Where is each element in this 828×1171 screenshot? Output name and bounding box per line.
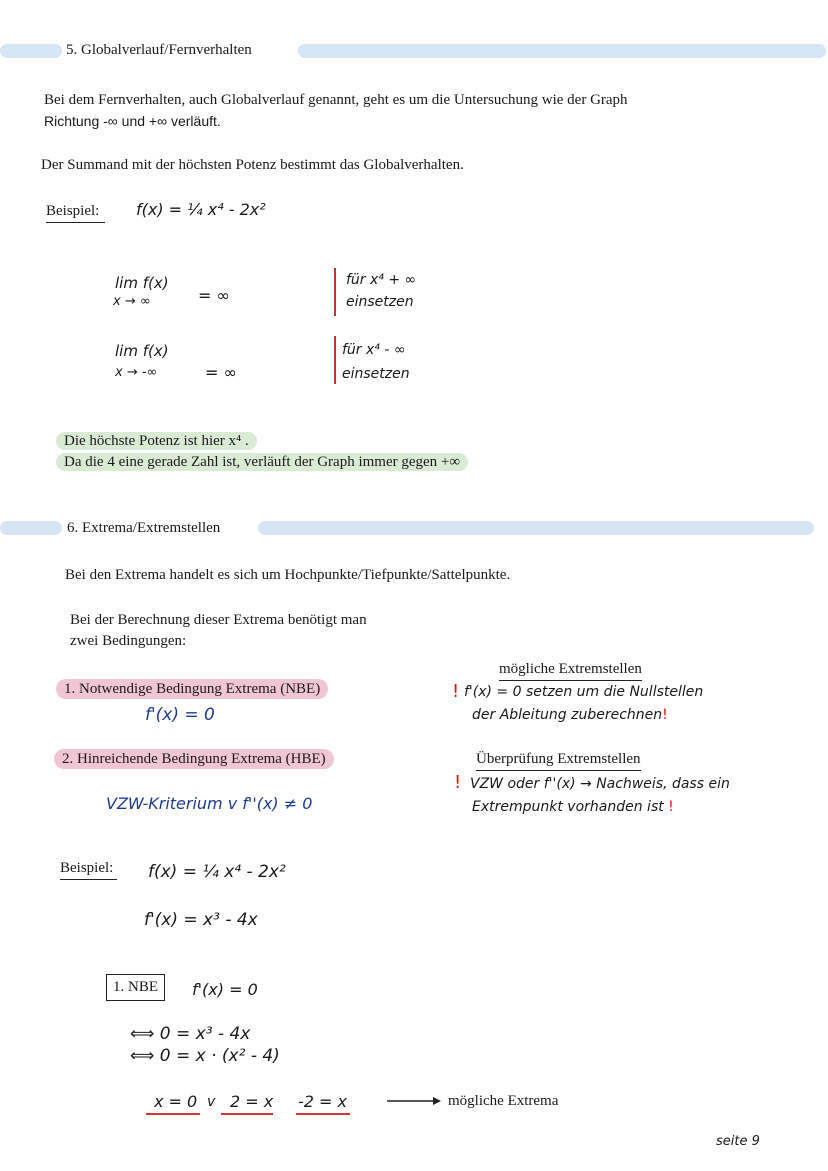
right-note1-line1: f'(x) = 0 setzen um die Nullstellen	[464, 684, 704, 700]
solution-3-underline	[296, 1113, 350, 1115]
heading-bar-right-2	[258, 521, 814, 535]
limit2-top: lim f(x)	[115, 342, 169, 360]
limit2-result: = ∞	[205, 363, 237, 382]
heading-bar-right	[298, 44, 826, 58]
right-note2-line2: Extrempunkt vorhanden ist !	[472, 799, 674, 815]
arrow-label: mögliche Extrema	[448, 1093, 559, 1109]
highlight-line2: Da die 4 eine gerade Zahl ist, verläuft der Graph immer gegen +∞	[56, 453, 468, 471]
section6-intro: Bei den Extrema handelt es sich um Hochpunkte/Tiefpunkte/Sattelpunkte.	[65, 567, 511, 583]
highlight-block	[56, 431, 468, 473]
limit1-bottom: x → ∞	[113, 294, 151, 309]
section5-intro	[44, 90, 804, 132]
right-heading-2: Überprüfung Extremstellen	[476, 749, 641, 771]
solution-1: x = 0	[154, 1092, 198, 1111]
step1: ⟺ 0 = x³ - 4x	[130, 1024, 251, 1044]
right-heading-1: mögliche Extremstellen	[499, 659, 642, 681]
right-note1-line2: der Ableitung zuberechnen!	[472, 707, 668, 723]
step2: ⟺ 0 = x · (x² - 4)	[130, 1046, 280, 1066]
calc-line1: Bei der Berechnung dieser Extrema benötigt man	[70, 612, 367, 628]
section5-title: 5. Globalverlauf/Fernverhalten	[66, 42, 252, 58]
note2-line1: für x⁴ - ∞	[342, 342, 406, 358]
hbe-label: 2. Hinreichende Bedingung Extrema (HBE)	[54, 749, 334, 769]
example-label-2: Beispiel:	[60, 858, 117, 880]
nbe-wrap	[56, 679, 328, 700]
arrow-right-icon	[387, 1095, 441, 1107]
note2-line2: einsetzen	[342, 366, 410, 382]
ex-function: f(x) = ¼ x⁴ - 2x²	[148, 862, 286, 882]
heading-bar-left-2	[0, 521, 62, 535]
note1-divider	[334, 268, 336, 316]
intro-line-1: Bei dem Fernverhalten, auch Globalverlauf genannt, geht es um die Untersuchung wie der Graph	[44, 92, 628, 108]
example-function: f(x) = ¼ x⁴ - 2x²	[136, 200, 266, 219]
section6-title: 6. Extrema/Extremstellen	[67, 520, 221, 536]
nbe-box: 1. NBE	[106, 974, 165, 1001]
note1-line1: für x⁴ + ∞	[346, 272, 417, 288]
note2-divider	[334, 336, 336, 384]
calc-text	[70, 610, 367, 652]
example-label: Beispiel:	[46, 201, 105, 223]
solution-or: v	[207, 1094, 216, 1110]
exclaim-icon: !	[452, 681, 460, 702]
solution-3: -2 = x	[298, 1092, 347, 1111]
highlight-line1: Die höchste Potenz ist hier x⁴ .	[56, 432, 257, 450]
exclaim-icon-2: !	[454, 772, 462, 793]
hbe-wrap	[54, 749, 334, 770]
limit1-top: lim f(x)	[115, 274, 169, 292]
calc-line2: zwei Bedingungen:	[70, 633, 187, 649]
solution-1-underline	[146, 1113, 200, 1115]
solution-2: 2 = x	[230, 1092, 274, 1111]
note1-line2: einsetzen	[346, 294, 414, 310]
limit1-result: = ∞	[198, 286, 230, 305]
limit2-bottom: x → -∞	[115, 365, 158, 380]
heading-bar-left	[0, 44, 62, 58]
hbe-formula: VZW-Kriterium v f''(x) ≠ 0	[106, 794, 313, 813]
summand-text: Der Summand mit der höchsten Potenz bestimmt das Globalverhalten.	[41, 157, 464, 173]
nbe-box-formula: f'(x) = 0	[192, 980, 258, 999]
solution-2-underline	[221, 1113, 273, 1115]
intro-line-2: Richtung -∞ und +∞ verläuft.	[44, 113, 221, 129]
ex-derivative: f'(x) = x³ - 4x	[144, 910, 258, 930]
nbe-formula: f'(x) = 0	[145, 705, 215, 725]
page-number: seite 9	[716, 1134, 760, 1149]
right-note2-line1: VZW oder f''(x) → Nachweis, dass ein	[470, 776, 730, 792]
nbe-label: 1. Notwendige Bedingung Extrema (NBE)	[56, 679, 328, 699]
